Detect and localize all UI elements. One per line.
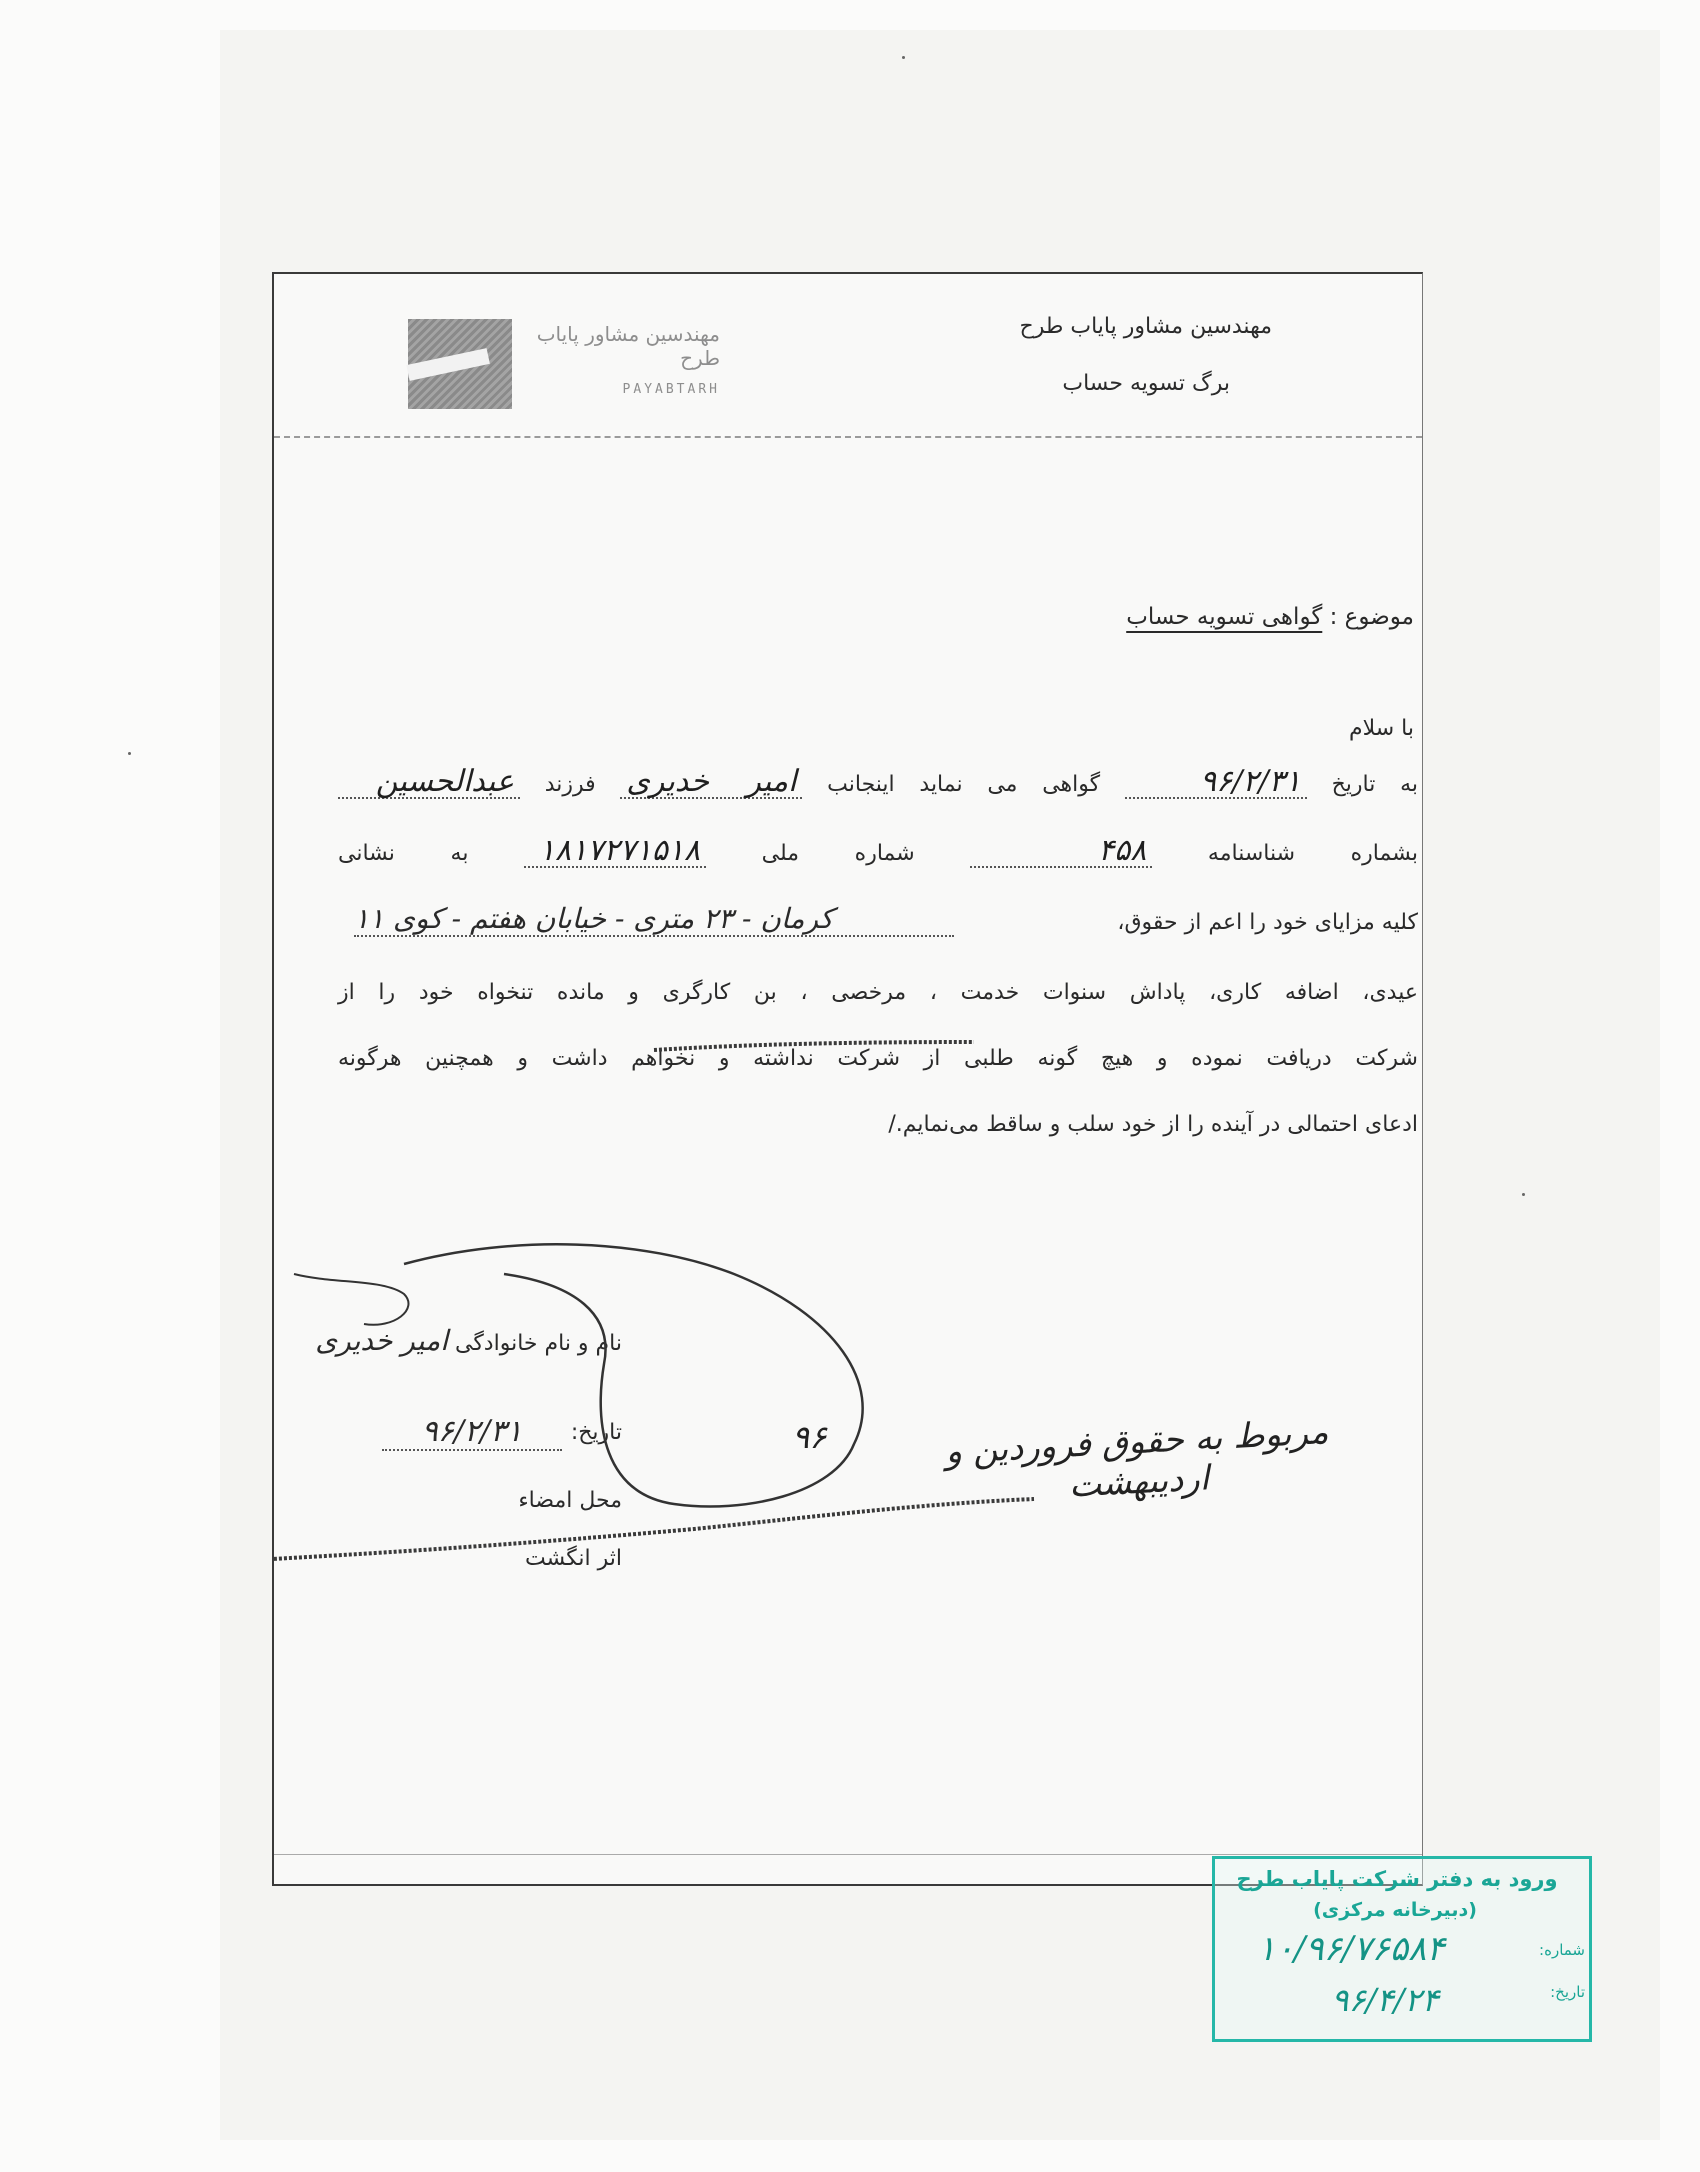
handwritten-father-name: عبدالحسین [338,767,520,799]
subject-text: گواهی تسویه حساب [1126,604,1323,630]
signature-loop [404,1244,863,1506]
scan-speck [1522,1193,1525,1196]
handwritten-margin-note: مربوط به حقوق فروردین و اردیبهشت [944,1412,1330,1506]
body-line-5: شرکت دریافت نموده و هیچ گونه طلبی از شرکت نداشته و نخواهم داشت و همچنین هرگونه [338,1046,1418,1071]
stamp-number-label: شماره: [1539,1941,1585,1959]
handwritten-name: امیر خدیری [620,767,802,799]
company-logo [408,319,512,409]
full-name-label: نام و نام خانوادگی [454,1331,622,1356]
signature-scribbles [274,274,1422,1884]
form-bottom-rule [274,1854,1422,1855]
handwritten-note-year: ۹۶ [792,1418,827,1456]
signature-place-label: محل امضاء [518,1488,622,1513]
stamp-date-label: تاریخ: [1550,1983,1585,2001]
logo-mark [406,348,490,381]
stamp-number-value: ۱۰/۹۶/۷۶۵۸۴ [1257,1929,1445,1969]
handwritten-signature-date: ۹۶/۲/۳۱ [382,1414,562,1451]
body-line-4: عیدی، اضافه کاری، پاداش سنوات خدمت ، مرخصی ، بن کارگری و مانده تنخواه خود را از [338,980,1418,1005]
stamp-title: ورود به دفتر شرکت پایاب طرح [1236,1867,1558,1891]
scan-speck [902,56,905,59]
name-signature-row [302,1324,622,1357]
fingerprint-label: اثر انگشت [525,1546,622,1571]
national-id-label: شماره ملی [761,841,915,866]
body-line-1 [338,764,1418,799]
son-of-label: فرزند [544,772,596,797]
settlement-form [272,272,1585,2019]
registry-stamp [1212,1856,1592,2042]
handwritten-id-number: ۴۵۸ [970,836,1152,868]
scan-speck [128,752,131,755]
signature-date-label: تاریخ: [570,1420,622,1445]
header-divider [274,436,1422,438]
subject-label: موضوع : [1329,604,1414,630]
form-title: برگ تسویه حساب [1062,371,1230,396]
subject-line [914,604,1414,630]
date-prefix: به تاریخ [1331,772,1418,797]
handwritten-date: ۹۶/۲/۳۱ [1125,767,1307,799]
company-name: مهندسین مشاور پایاب طرح [1019,314,1272,339]
logo-latin-text: PAYABTARH [622,382,720,397]
handwritten-address: کرمان - ۲۳ متری - خیابان هفتم - کوی ۱۱ [354,902,954,937]
signature-hook [294,1274,408,1325]
address-label: به نشانی [338,841,469,866]
body-line-6: ادعای احتمالی در آینده را از خود سلب و ساقط می‌نمایم./ [888,1112,1418,1137]
logo-persian-text: مهندسین مشاور پایاب طرح [536,322,720,370]
greeting: با سلام [1348,716,1414,741]
handwritten-national-id: ۱۸۱۷۲۷۱۵۱۸ [524,836,706,868]
logo-wordmark [520,322,720,397]
stamp-date-value: ۹۶/۴/۲۴ [1331,1981,1439,2019]
body-line-3: کلیه مزایای خود را اعم از حقوق، [1117,910,1418,935]
certify-text: گواهی می نماید اینجانب [827,772,1101,797]
body-line-2 [338,833,1418,868]
stamp-subtitle: (دبیرخانه مرکزی) [1313,1899,1477,1921]
id-number-label: بشماره شناسنامه [1207,841,1418,866]
handwritten-full-name: امیر خدیری [315,1324,448,1357]
